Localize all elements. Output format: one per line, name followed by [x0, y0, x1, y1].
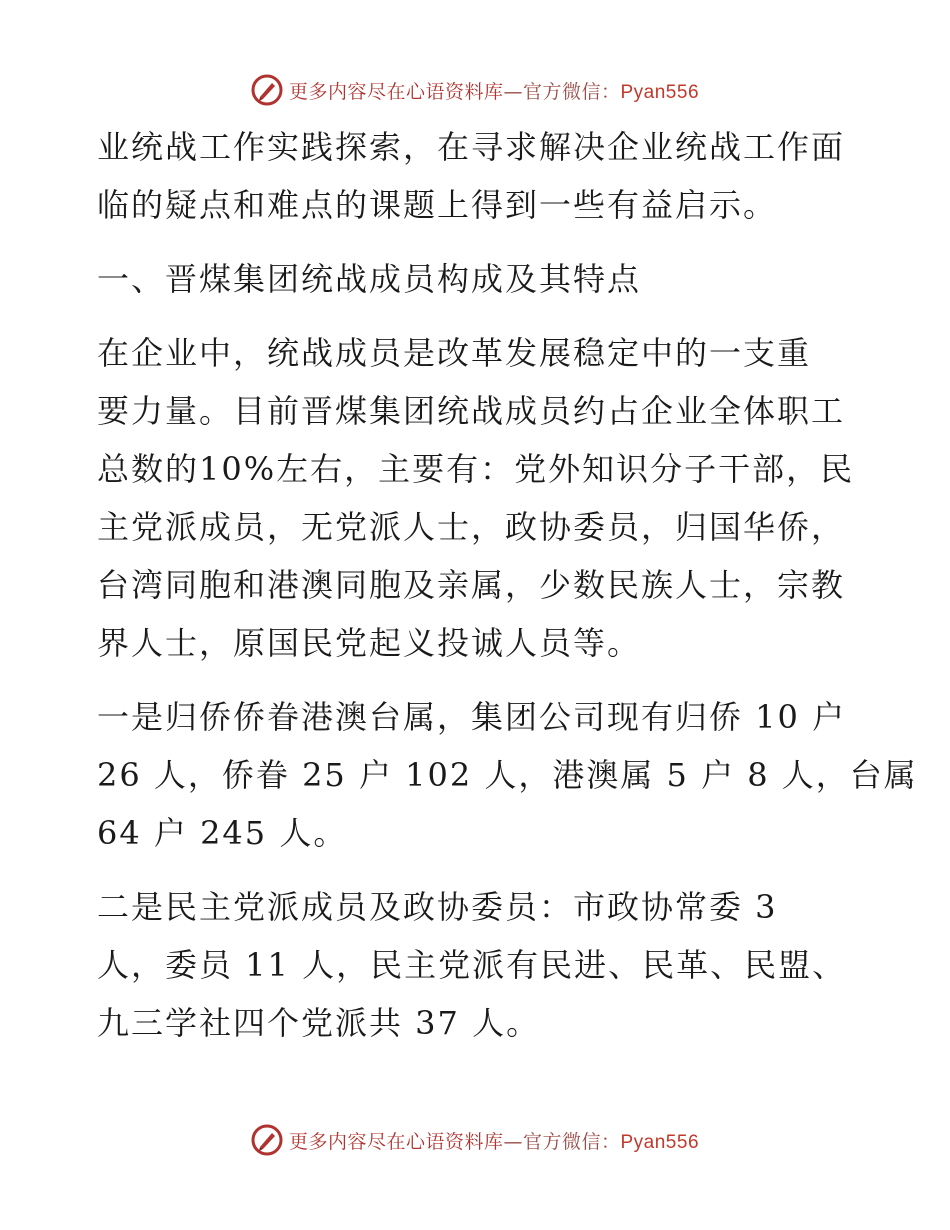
text-line: 26 人，侨眷 25 户 102 人，港澳属 5 户 8 人，台属 [97, 756, 918, 794]
banner-wechat-id: Pyan556 [620, 81, 700, 103]
pen-logo-icon [251, 1124, 283, 1156]
section-heading [97, 250, 857, 308]
header-banner [0, 70, 950, 110]
text-line: 九三学社四个党派共 37 人。 [97, 1004, 541, 1042]
paragraph-composition [97, 324, 857, 672]
footer-banner [0, 1120, 950, 1160]
text-line: 界人士，原国民党起义投诚人员等。 [97, 624, 642, 662]
text-line: 台湾同胞和港澳同胞及亲属，少数民族人士，宗教 [97, 566, 846, 604]
text-line: 业统战工作实践探索，在寻求解决企业统战工作面 [97, 128, 846, 166]
banner-text [289, 1127, 699, 1154]
paragraph-overseas [97, 688, 918, 862]
banner-separator: — [503, 1130, 523, 1153]
banner-separator: — [503, 80, 523, 103]
paragraph-parties [97, 878, 857, 1052]
text-line: 临的疑点和难点的课题上得到一些有益启示。 [97, 186, 778, 224]
pen-logo-icon [251, 74, 283, 106]
text-line: 二是民主党派成员及政协委员：市政协常委 3 [97, 888, 778, 926]
text-line: 总数的10%左右，主要有：党外知识分子干部，民 [97, 450, 855, 488]
banner-title: 更多内容尽在心语资料库 [288, 80, 504, 103]
banner-title: 更多内容尽在心语资料库 [288, 1130, 504, 1153]
text-line: 主党派成员，无党派人士，政协委员，归国华侨， [97, 508, 846, 546]
paragraph-intro [97, 118, 857, 234]
text-line: 64 户 245 人。 [97, 814, 348, 852]
banner-text [289, 77, 699, 104]
text-line: 要力量。目前晋煤集团统战成员约占企业全体职工 [97, 392, 846, 430]
text-line: 人，委员 11 人，民主党派有民进、民革、民盟、 [97, 946, 847, 984]
heading-text: 一、晋煤集团统战成员构成及其特点 [97, 260, 642, 298]
text-line: 在企业中，统战成员是改革发展稳定中的一支重 [97, 334, 812, 372]
document-body [97, 118, 918, 1052]
banner-wechat-label: 官方微信： [522, 80, 621, 103]
text-line: 一是归侨侨眷港澳台属，集团公司现有归侨 10 户 [97, 698, 847, 736]
banner-wechat-label: 官方微信： [522, 1130, 621, 1153]
banner-wechat-id: Pyan556 [620, 1131, 700, 1153]
